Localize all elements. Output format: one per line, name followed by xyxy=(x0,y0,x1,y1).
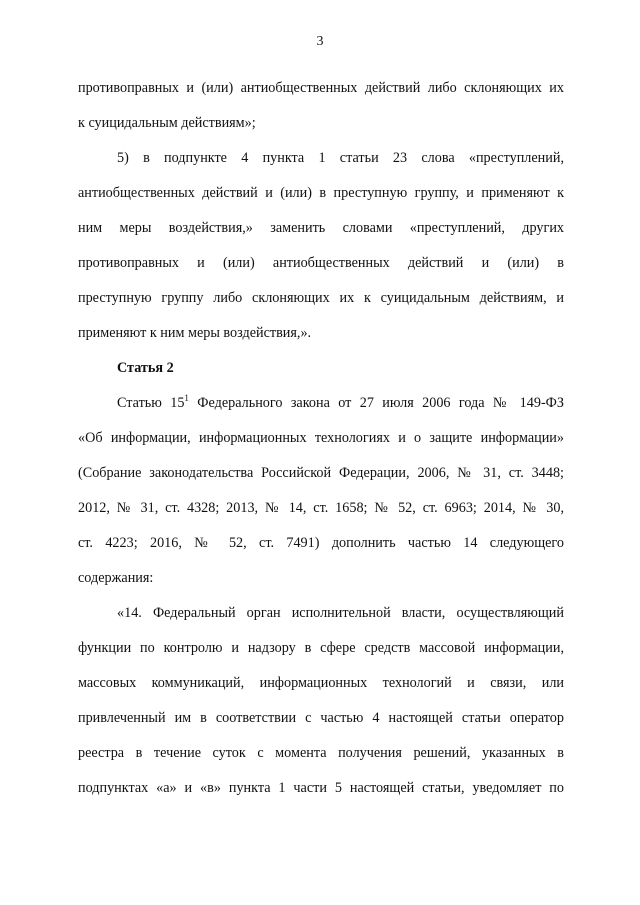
text-segment: Федерального закона от 27 июля 2006 года № 149-ФЗ xyxy=(188,395,564,411)
text-line: 5) в подпункте 4 пункта 1 статьи 23 слова «преступлений, xyxy=(117,150,564,166)
text-line: антиобщественных действий и (или) в преступную группу, и применяют к xyxy=(78,185,564,201)
text-line: (Собрание законодательства Российской Федерации, 2006, № 31, ст. 3448; xyxy=(78,465,564,481)
text-segment: Статью 15 xyxy=(117,395,185,411)
text-line: «14. Федеральный орган исполнительной власти, осуществляющий xyxy=(117,605,564,621)
article-heading: Статья 2 xyxy=(117,360,174,376)
text-line: содержания: xyxy=(78,570,154,586)
text-line: противоправных и (или) антиобщественных действий и (или) в xyxy=(78,255,564,271)
text-line: реестра в течение суток с момента получения решений, указанных в xyxy=(78,745,564,761)
text-line: подпунктах «а» и «в» пункта 1 части 5 настоящей статьи, уведомляет по xyxy=(78,780,564,796)
text-line: «Об информации, информационных технологиях и о защите информации» xyxy=(78,430,564,446)
text-line: применяют к ним меры воздействия,». xyxy=(78,325,312,341)
text-line: противоправных и (или) антиобщественных действий либо склоняющих их xyxy=(78,80,564,96)
text-line xyxy=(117,393,564,413)
text-line: преступную группу либо склоняющих их к суицидальным действиям, и xyxy=(78,290,564,306)
text-line: ним меры воздействия,» заменить словами «преступлений, других xyxy=(78,220,564,236)
text-line: к суицидальным действиям»; xyxy=(78,115,256,131)
text-line: функции по контролю и надзору в сфере средств массовой информации, xyxy=(78,640,564,656)
page-number: 3 xyxy=(316,34,324,49)
text-line: 2012, № 31, ст. 4328; 2013, № 14, ст. 1658; № 52, ст. 6963; 2014, № 30, xyxy=(78,500,564,516)
text-line: массовых коммуникаций, информационных технологий и связи, или xyxy=(78,675,564,691)
superscript: 1 xyxy=(184,393,189,403)
text-line: привлеченный им в соответствии с частью 4 настоящей статьи оператор xyxy=(78,710,564,726)
text-line: ст. 4223; 2016, № 52, ст. 7491) дополнить частью 14 следующего xyxy=(78,535,564,551)
